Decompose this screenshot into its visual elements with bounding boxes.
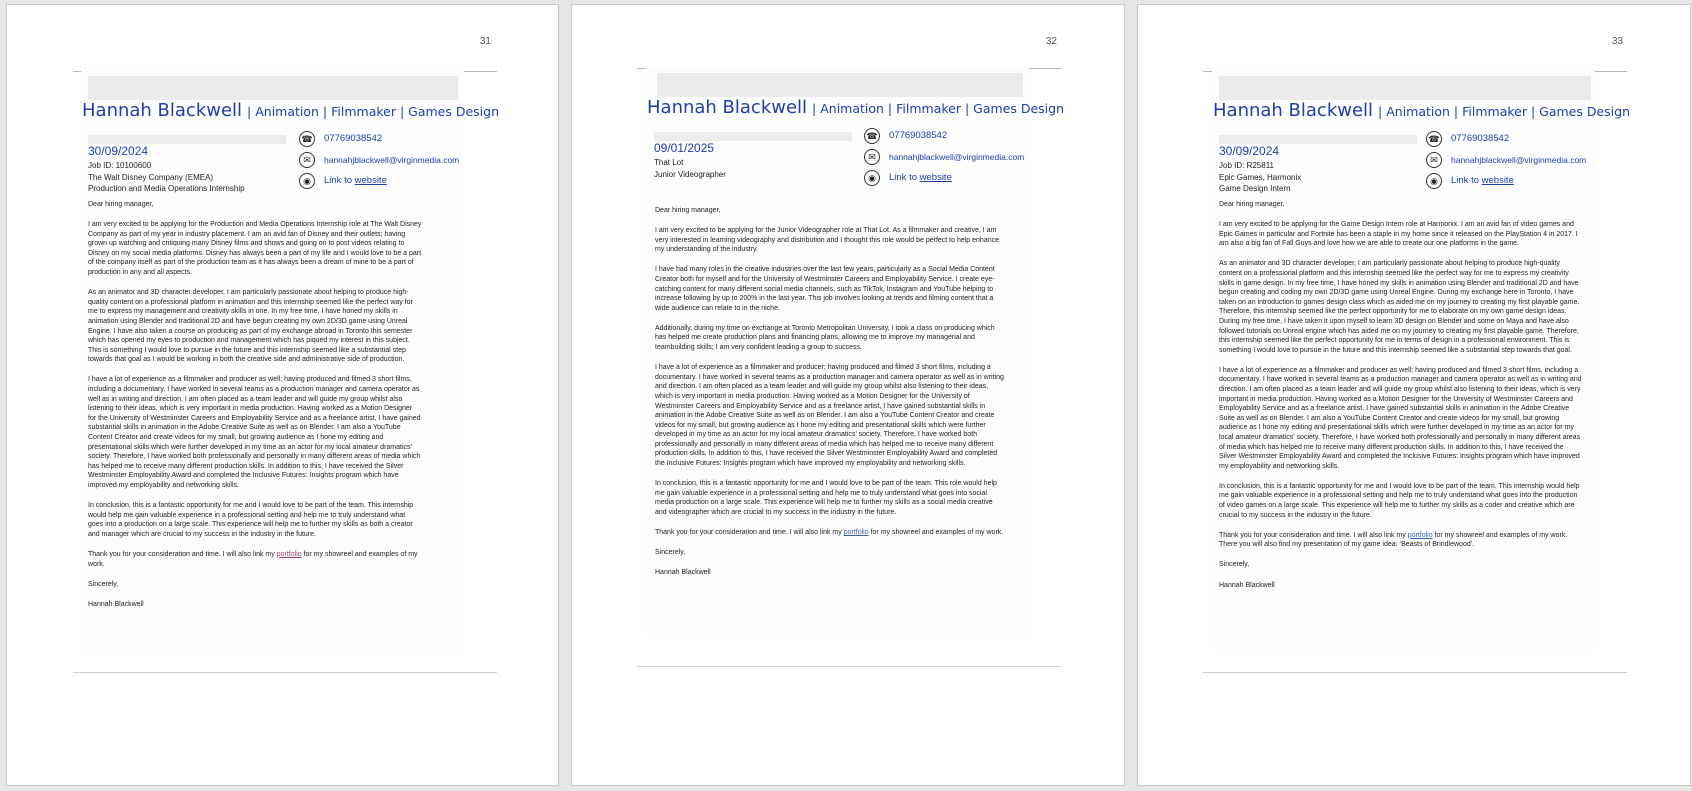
closing-text: for my showreel and examples of my work. bbox=[870, 529, 1004, 537]
phone-number: 07769038542 bbox=[1451, 133, 1510, 144]
body-paragraph: I have a lot of experience as a filmmaker and producer as well; having produced and filmed 3 short films, including a documentary. I have worked in several teams as a production manager and camera operator as well as in writing and direction. I am often placed as a team leader and will guide my group whilst also listening to their ideas, which is very important in media production. Having worked as a Motion Designer for the University of Westminster Careers and Employability Service and as a freelance artist, I have gained substantial skills in animation in the Adobe Creative Suite as well as on Blender. I am also a YouTube Content Creator and create videos for my small, but growing audience as I hone my editing and presentational skills which were further developed in my time as an actor for my local amateur dramatics’ society. Therefore, I have worked both professionally and personally in many different areas of media which has helped me to receive many different production skills. In addition to this, I have received the Silver Westminster Employability Award and completed the Inclusive Futures: Insights program which have improved my employability and networking skills. bbox=[1219, 366, 1582, 470]
body-paragraph: I am very excited to be applying for the Junior Videographer role at That Lot. As a filmmaker and creative, I am very interested in learning videography and distribution and I thought this role would be perfect to help enhance my understanding of the industry. bbox=[655, 227, 1000, 254]
job-detail-line: Job ID: R25811 bbox=[1219, 161, 1274, 170]
job-detail-line: Game Design Intern bbox=[1219, 184, 1291, 193]
applicant-tagline: | Animation | Filmmaker | Games Design bbox=[247, 104, 499, 119]
email-address: hannahjblackwell@virginmedia.com bbox=[324, 155, 460, 165]
body-paragraph: I have a lot of experience as a filmmaker and producer; having produced and filmed 3 short films, including a documentary. I have worked in several teams as a production manager and camera operator as well as in writing and direction. I am often placed as a team leader and will guide my group whilst also listening to their ideas, which is very important in media production. Having worked as a Motion Designer for the University of Westminster Careers and Employability Service and as a freelance artist, I have gained substantial skills in animation in the Adobe Creative Suite as well as on Blender. I am also a YouTube Content Creator and create videos for my small, but growing audience as I hone my editing and presentational skills which were further developed in my time as an actor for my local amateur dramatics’ society. Therefore, I have worked both professionally and personally in many different areas of media which has helped me to receive many different production skills. In addition to this, I have received the Silver Westminster Employability Award and completed the Inclusive Futures: Insights program which have improved my employability and networking skills. bbox=[655, 364, 1004, 468]
website-line bbox=[1451, 175, 1514, 186]
letter-heading bbox=[647, 97, 1064, 118]
job-detail-line: Junior Videographer bbox=[654, 169, 726, 179]
letter-body bbox=[655, 206, 1005, 588]
header-banner bbox=[88, 76, 458, 100]
body-paragraph: In conclusion, this is a fantastic opportunity for me and I would love to be part of the team. This internship would help me gain valuable experience in a professional setting and help me to truly understand what goes into a production on a large scale. This experience will help me to further my skills as both a creator and manager which are crucial to my success in the industry in the future. bbox=[88, 502, 414, 538]
website-line bbox=[889, 172, 952, 183]
job-details bbox=[88, 143, 245, 195]
greeting: Dear hiring manager, bbox=[88, 201, 154, 208]
applicant-tagline: | Animation | Filmmaker | Games Design bbox=[812, 101, 1064, 116]
job-details bbox=[654, 140, 726, 180]
body-paragraph: As an animator and 3D character developer, I am particularly passionate about helping to produce high-quality content on a professional platform in animation and this internship seemed like the perfect way for me to express my management and creativity skills in one. In my free time, I have honed my skills in animation using Blender and traditional 2D and have begun creating my own 2D/3D game using Unreal Engine. I have also taken a course on producing as part of my exchange abroad in Toronto this semester which has opened my eyes to production and management which has piqued my interest in this subject. This is something I would love to pursue in the future and this internship seemed like a substantial step towards that goal as I would be working in both the creative side and administrative side of production. bbox=[88, 289, 413, 364]
page-number: 31 bbox=[479, 36, 491, 47]
cover-letter bbox=[1212, 71, 1630, 649]
envelope-icon: ✉ bbox=[864, 149, 880, 165]
job-detail-line: Epic Games, Harmonix bbox=[1219, 172, 1302, 182]
footer-rule bbox=[1203, 672, 1627, 673]
applicant-name: Hannah Blackwell bbox=[82, 100, 243, 121]
footer-rule bbox=[637, 666, 1061, 667]
job-detail-line: That Lot bbox=[654, 158, 684, 167]
body-paragraph: In conclusion, this is a fantastic opportunity for me and I would love to be part of the team. This role would help me gain valuable experience in a professional setting and help me to truly understand what goes into social media production on a large scale. This experience will help me to further my skills as a social media creative and videographer which are crucial to my success in the industry in the future. bbox=[655, 480, 997, 516]
document-page bbox=[571, 4, 1125, 786]
body-paragraph: I am very excited to be applying for the Production and Media Operations Internship role at The Walt Disney Company as part of my year in industry placement. I am an avid fan of Disney and their outlets; having grown up watching and critiquing many Disney films and shows and going on to post videos relating to Disney on my social media platforms. Disney has always been a part of my life and I would love to be a part of the company itself as part of the production team as it has always been a dream of mine to be a part of production in any and all aspects. bbox=[88, 221, 422, 277]
closing-text: for my showreel and examples of my work. bbox=[88, 550, 418, 568]
letter-date: 30/09/2024 bbox=[1219, 144, 1280, 158]
website-line bbox=[324, 175, 387, 186]
closing-text: Thank you for your consideration and time. I will also link my bbox=[88, 550, 275, 558]
signature: Hannah Blackwell bbox=[655, 569, 711, 577]
document-page bbox=[1137, 4, 1691, 786]
portfolio-link[interactable]: portfolio bbox=[276, 550, 302, 558]
letter-heading bbox=[82, 100, 499, 121]
document-page bbox=[6, 4, 559, 786]
signoff: Sincerely, bbox=[88, 580, 119, 588]
portfolio-link[interactable]: portfolio bbox=[1407, 531, 1433, 539]
link-prefix: Link to bbox=[1451, 175, 1479, 186]
letter-heading bbox=[1213, 100, 1630, 121]
body-paragraph: I have a lot of experience as a filmmaker and producer as well; having produced and filmed 3 short films, including a documentary. I have worked in several teams as a production manager and camera operator as well as in writing and direction. I am often placed as a team leader and will guide my group whilst also listening to their ideas, which is very important in media production. Having worked as a Motion Designer for the University of Westminster Careers and Employability Service and as a freelance artist, I have gained substantial skills in animation in the Adobe Creative Suite as well as on Blender. I am also a YouTube Content Creator and create videos for my small, but growing audience as I hone my editing and presentational skills which were further developed in my time as an actor for my local amateur dramatics’ society. Therefore, I have worked both professionally and personally in many different areas of media which has helped me to receive many different production skills. In addition to this, I have received the Silver Westminster Employability Award and completed the Inclusive Futures: Insights program which have improved my employability and networking skills. bbox=[88, 376, 421, 489]
letter-date: 30/09/2024 bbox=[88, 144, 149, 158]
closing-paragraph bbox=[1219, 531, 1583, 550]
closing-paragraph bbox=[88, 550, 422, 569]
signoff: Sincerely, bbox=[1219, 561, 1250, 569]
header-banner bbox=[1219, 76, 1591, 100]
phone-icon: ☎ bbox=[1426, 131, 1442, 147]
letter-body bbox=[1219, 200, 1583, 601]
job-detail-line: The Walt Disney Company (EMEA) bbox=[88, 172, 214, 182]
closing-text: Thank you for your consideration and time. I will also link my bbox=[655, 529, 842, 537]
greeting: Dear hiring manager, bbox=[1219, 201, 1285, 208]
phone-number: 07769038542 bbox=[889, 130, 948, 141]
footer-rule bbox=[73, 672, 497, 673]
link-prefix: Link to bbox=[889, 172, 917, 183]
website-link[interactable]: website bbox=[919, 172, 952, 183]
applicant-name: Hannah Blackwell bbox=[647, 97, 808, 118]
body-paragraph: As an animator and 3D character developer, I am particularly passionate about helping to produce high-quality content on a professional platform and this internship seemed like the perfect way for me to express my creativity skills in game design. In my free time, I have honed my skills in animation using Blender and traditional 2D and have begun creating and coding my own 2D/3D game using Unreal Engine. During my exchange here in Toronto, I have taken on an introduction to games design class which as aided me on my journey to creating my first playable game. Therefore, this internship seemed like the perfect opportunity for me to elaborate on my own game design ideas. During my free time, I have taken it upon myself to learn 3D design on Blender and some on Maya and have also followed tutorials on Unreal engine which has aided me on my journey to creating my first playable game. Therefore, this internship seemed like the perfect opportunity for me in terms of design in a professional environment. This is something I would love to pursue in the future and this internship seemed like a substantial step towards that goal. bbox=[1219, 260, 1580, 354]
applicant-tagline: | Animation | Filmmaker | Games Design bbox=[1378, 104, 1630, 119]
page-number: 33 bbox=[1611, 36, 1623, 47]
email-address: hannahjblackwell@virginmedia.com bbox=[889, 152, 1025, 162]
letter-body bbox=[88, 200, 422, 620]
envelope-icon: ✉ bbox=[299, 152, 315, 168]
closing-text: for my showreel and examples of my work. There you will also find my presentation of my game idea: ‘Beasts of Brindlewood’. bbox=[1219, 531, 1568, 549]
email-address: hannahjblackwell@virginmedia.com bbox=[1451, 155, 1587, 165]
signature: Hannah Blackwell bbox=[88, 600, 144, 608]
header-banner bbox=[657, 73, 1023, 97]
phone-icon: ☎ bbox=[864, 128, 880, 144]
phone-icon: ☎ bbox=[299, 131, 315, 147]
cover-letter bbox=[646, 68, 1064, 634]
portfolio-link[interactable]: portfolio bbox=[843, 529, 869, 537]
greeting: Dear hiring manager, bbox=[655, 207, 721, 214]
job-details bbox=[1219, 143, 1301, 195]
phone-number: 07769038542 bbox=[324, 133, 383, 144]
link-prefix: Link to bbox=[324, 175, 352, 186]
body-paragraph: I have had many roles in the creative industries over the last few years, particularly as a Social Media Content Creator both for myself and for the University of Westminster Careers and Employability Service. I create eye-catching content for many different social media channels, such as TikTok, Instagram and YouTube helping to increase following by up to 200% in the last year. This job involves looking at trends and filming content that a wide audience can relate to in the niche. bbox=[655, 266, 995, 312]
globe-icon: ◉ bbox=[1426, 173, 1442, 189]
envelope-icon: ✉ bbox=[1426, 152, 1442, 168]
globe-icon: ◉ bbox=[864, 170, 880, 186]
job-detail-line: Job ID: 10100600 bbox=[88, 161, 152, 170]
website-link[interactable]: website bbox=[1481, 175, 1514, 186]
body-paragraph: In conclusion, this is a fantastic opportunity for me and I would love to be part of the team. This internship would help me gain valuable experience in a professional setting and help me to truly understand what goes into the production of video games on a large scale. This experience will help me to further my skills as a coder and creative which are crucial to my success in the industry in the future. bbox=[1219, 482, 1580, 519]
job-detail-line: Production and Media Operations Internship bbox=[88, 184, 245, 193]
letter-date: 09/01/2025 bbox=[654, 141, 715, 155]
website-link[interactable]: website bbox=[354, 175, 387, 186]
cover-letter bbox=[81, 71, 499, 651]
signature: Hannah Blackwell bbox=[1219, 581, 1275, 589]
applicant-name: Hannah Blackwell bbox=[1213, 100, 1374, 121]
signoff: Sincerely, bbox=[655, 549, 686, 557]
body-paragraph: Additionally, during my time on exchange at Toronto Metropolitan University, I took a class on producing which has helped me create production plans and financing plans, allowing me to improve my managerial and teambuilding skills; I am very confident leading a group to success. bbox=[655, 324, 995, 352]
globe-icon: ◉ bbox=[299, 173, 315, 189]
page-number: 32 bbox=[1045, 36, 1057, 47]
body-paragraph: I am very excited to be applying for the Game Design Intern role at Harmonix. I am an avid fan of video games and Epic Games in particular and Fortnite has been a staple in my home since it released on the PlayStation 4 in 2017. I am also a big fan of Fall Guys and love how we are able to create our one platforms in the game. bbox=[1219, 221, 1578, 248]
closing-paragraph bbox=[655, 528, 1005, 538]
closing-text: Thank you for your consideration and time. I will also link my bbox=[1219, 531, 1406, 539]
